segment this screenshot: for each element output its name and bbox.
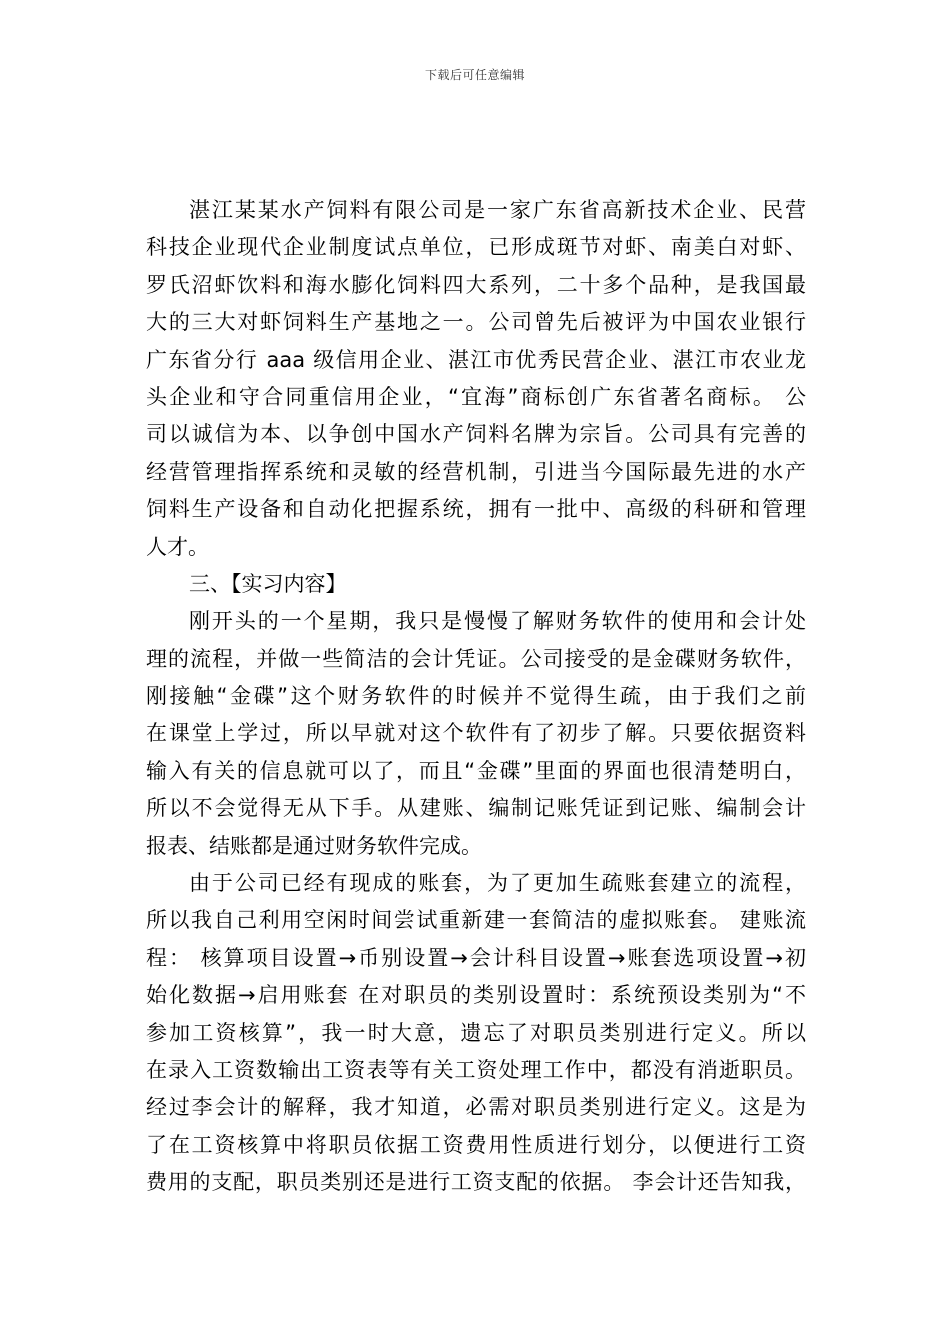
text-line: 在录入工资数输出工资表等有关工资处理工作中，都没有消逝职员。 xyxy=(146,1057,806,1082)
text-line: 湛江某某水产饲料有限公司是一家广东省高新技术企业、民营 xyxy=(189,198,806,222)
text-line: 由于公司已经有现成的账套，为了更加生疏账套建立的流程， xyxy=(189,871,806,896)
text-line: 罗氏沼虾饮料和海水膨化饲料四大系列，二十多个品种，是我国最 xyxy=(146,272,806,297)
text-line: 经营管理指挥系统和灵敏的经营机制，引进当今国际最先进的水产 xyxy=(146,459,806,484)
text-line: 理的流程，并做一些简洁的会计凭证。公司接受的是金碟财务软件， xyxy=(146,646,806,671)
text-line: 经过李会计的解释，我才知道，必需对职员类别进行定义。这是为 xyxy=(146,1095,806,1120)
text-line: 科技企业现代企业制度试点单位，已形成斑节对虾、南美白对虾、 xyxy=(146,235,806,260)
text-line: 人才。 xyxy=(146,534,209,559)
text-line: 报表、结账都是通过财务软件完成。 xyxy=(146,833,482,858)
text-line: 司以诚信为本、以争创中国水产饲料名牌为宗旨。公司具有完善的 xyxy=(146,422,806,447)
document-body xyxy=(146,192,806,1202)
text-line: 参加工资核算”，我一时大意，遗忘了对职员类别进行定义。所以 xyxy=(146,1020,806,1045)
text-line: 大的三大对虾饲料生产基地之一。公司曾先后被评为中国农业银行 xyxy=(146,310,806,335)
text-line: 饲料生产设备和自动化把握系统，拥有一批中、高级的科研和管理 xyxy=(146,497,806,522)
text-line: 广东省分行 aaa 级信用企业、湛江市优秀民营企业、湛江市农业龙 xyxy=(146,347,806,372)
text-line: 头企业和守合同重信用企业，“宜海”商标创广东省著名商标。 公 xyxy=(146,384,806,409)
text-line: 了在工资核算中将职员依据工资费用性质进行划分，以便进行工资 xyxy=(146,1132,806,1157)
text-line: 在课堂上学过，所以早就对这个软件有了初步了解。只要依据资料 xyxy=(146,721,806,746)
text-line: 刚开头的一个星期，我只是慢慢了解财务软件的使用和会计处 xyxy=(189,609,806,634)
text-line: 所以不会觉得无从下手。从建账、编制记账凭证到记账、编制会计 xyxy=(146,796,806,821)
page-header: 下载后可任意编辑 xyxy=(424,68,525,82)
text-line: 三、【实习内容】 xyxy=(189,571,347,596)
text-line: 输入有关的信息就可以了，而且“金碟”里面的界面也很清楚明白， xyxy=(146,758,806,783)
text-line: 程： 核算项目设置→币别设置→会计科目设置→账套选项设置→初 xyxy=(146,945,806,970)
text-line: 刚接触“金碟”这个财务软件的时候并不觉得生疏，由于我们之前 xyxy=(146,684,806,709)
text-line: 所以我自己利用空闲时间尝试重新建一套简洁的虚拟账套。 建账流 xyxy=(146,908,806,933)
text-line: 始化数据→启用账套 在对职员的类别设置时：系统预设类别为“不 xyxy=(146,983,806,1008)
text-line: 费用的支配，职员类别还是进行工资支配的依据。 李会计还告知我， xyxy=(146,1170,806,1195)
